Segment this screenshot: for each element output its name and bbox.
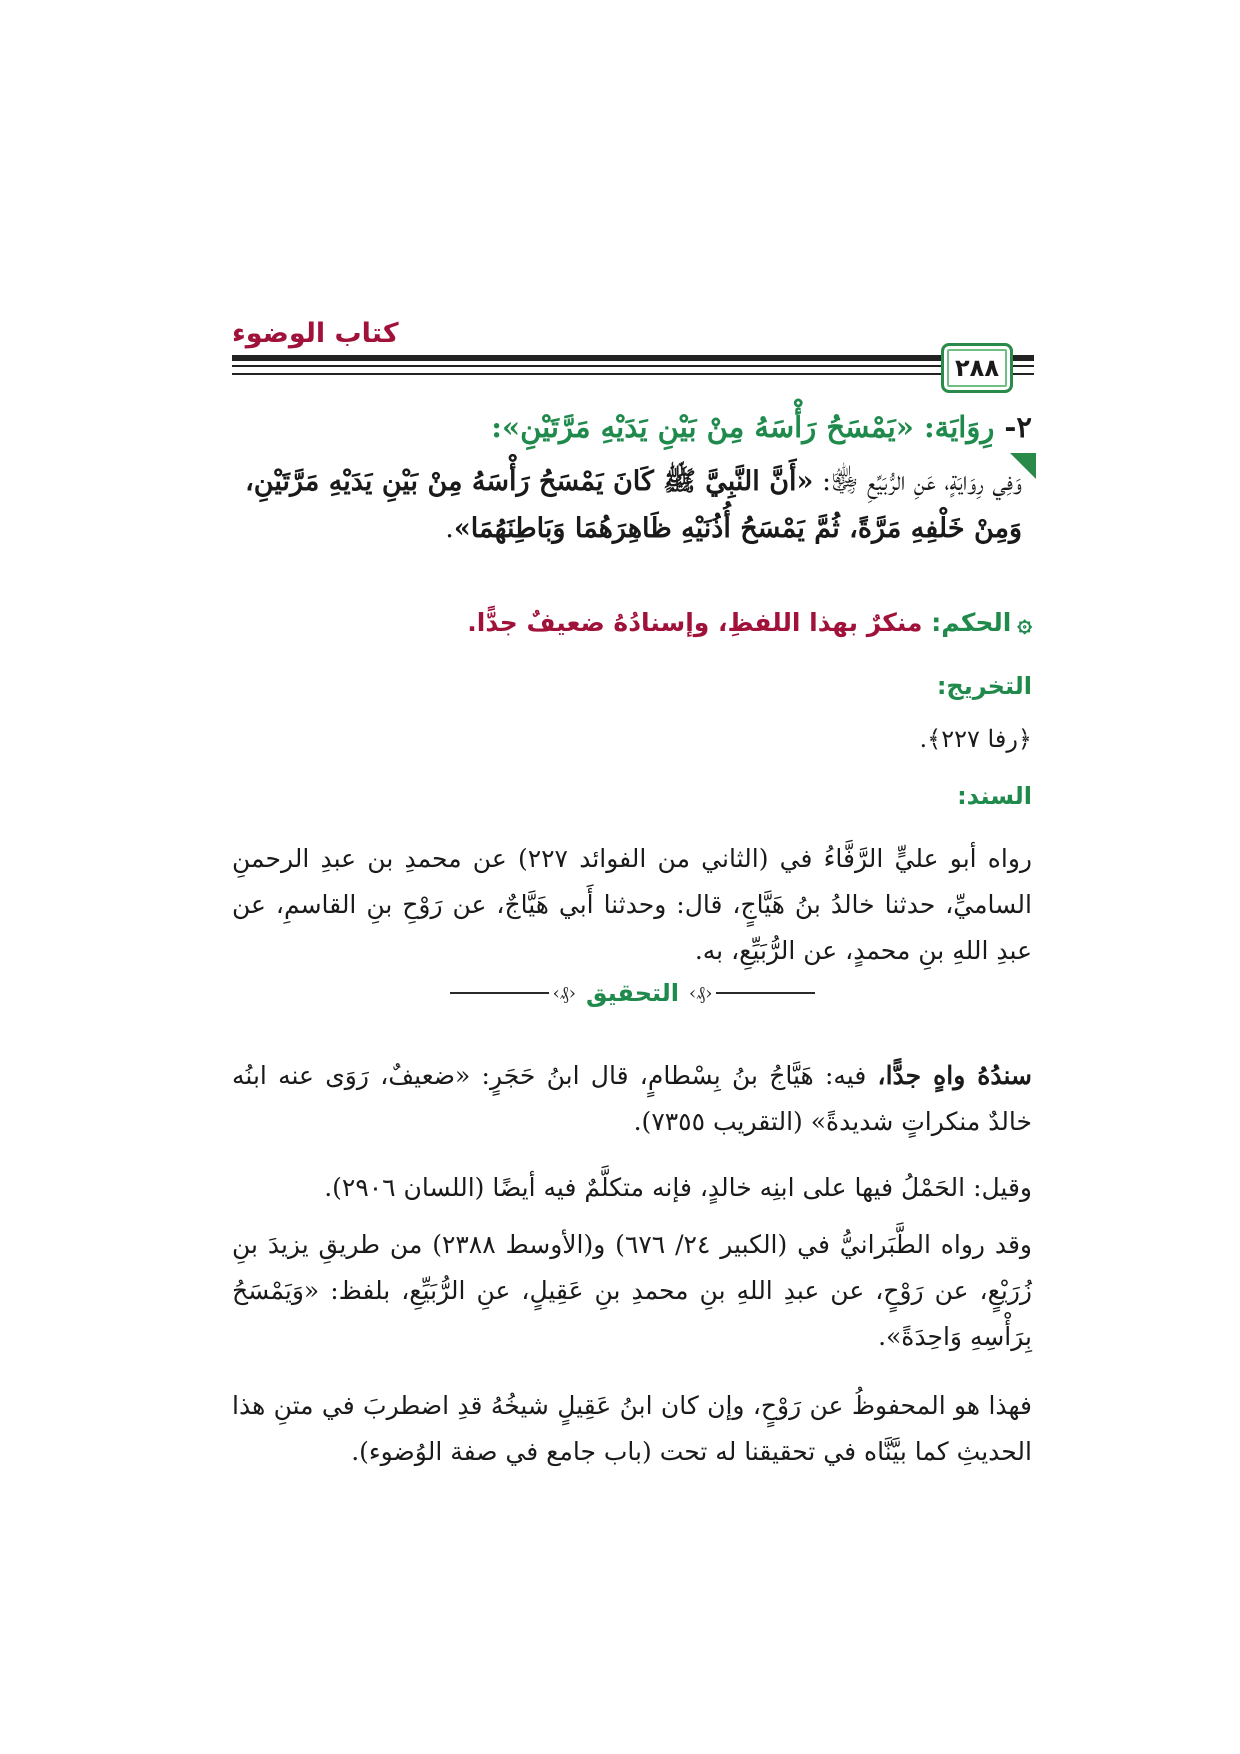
takhrij-heading: التخريج: xyxy=(936,672,1032,700)
takhrij-reference: ﴿رفا ٢٢٧﴾. xyxy=(919,725,1032,753)
tahqiq-paragraph-1 xyxy=(232,1053,1032,1145)
section-number: ٢- xyxy=(1004,410,1032,444)
tahqiq-divider xyxy=(450,978,815,1008)
tahqiq-heading: التحقيق xyxy=(585,979,680,1007)
tahqiq-p1-rest: فيه: هَيَّاجُ بنُ بِسْطامٍ، قال ابنُ حَجَرٍ: «ضعيفٌ، رَوَى عنه ابنُه خالدٌ منكراتٍ شديدةً» (التقريب ٧٣٥٥). xyxy=(232,1061,1032,1136)
header-rule-thin xyxy=(232,365,1034,367)
header-rule-thick xyxy=(232,355,1034,361)
sanad-paragraph: رواه أبو عليٍّ الرَّفَّاءُ في (الثاني من الفوائد ٢٢٧) عن محمدِ بن عبدِ الرحمنِ الساميِّ، حدثنا خالدُ بنُ هَيَّاجٍ، قال: وحدثنا أَبي هَيَّاجٌ، عن رَوْحِ بنِ القاسمِ، عن عبدِ اللهِ بنِ محمدٍ، عن الرُّبَيِّعِ، به. xyxy=(232,844,1032,965)
tahqiq-lead: سندُهُ واهٍ جدًّا، xyxy=(877,1061,1032,1090)
divider-line-left xyxy=(450,992,549,994)
seal-icon: ۞ xyxy=(1017,608,1032,637)
hadith-text xyxy=(232,458,1022,552)
ruling-line xyxy=(232,608,1032,637)
section-title: رِوَايَة: «يَمْسَحُ رَأْسَهُ مِنْ بَيْنِ يَدَيْهِ مَرَّتَيْنِ»: xyxy=(491,410,995,444)
divider-line-right xyxy=(716,992,815,994)
header-rule-thin-lower xyxy=(232,373,1034,375)
tahqiq-paragraph-2: وقيل: الحَمْلُ فيها على ابنِه خالدٍ، فإنه متكلَّمٌ فيه أيضًا (اللسان ٢٩٠٦). xyxy=(324,1173,1032,1202)
divider-ornament-left-icon: ‹₰› xyxy=(552,982,576,1004)
sanad-heading: السند: xyxy=(957,782,1032,810)
hadith-intro: وَفِي رِوَايَةٍ، عَنِ الرُّبَيِّعِ ﵂: xyxy=(813,466,1022,497)
tahqiq-paragraph-4: فهذا هو المحفوظُ عن رَوْحٍ، وإن كان ابنُ عَقِيلٍ شيخُهُ قدِ اضطربَ في متنِ هذا الحديثِ كما بيَّنَّاه في تحقيقنا له تحت (باب جامع في صفة الوُضوء). xyxy=(232,1391,1032,1466)
ruling-label: الحكم: xyxy=(931,608,1012,637)
ruling-text: منكرٌ بهذا اللفظِ، وإسنادُهُ ضعيفٌ جدًّا. xyxy=(467,608,932,637)
hadith-end: . xyxy=(445,513,454,544)
page-number-badge xyxy=(941,343,1013,393)
tahqiq-paragraph-3: وقد رواه الطَّبَرانيُّ في (الكبير ٢٤/ ٦٧٦) و(الأوسط ٢٣٨٨) من طريقِ يزيدَ بنِ زُرَيْعٍ، عن رَوْحٍ، عن عبدِ اللهِ بنِ محمدِ بنِ عَقِيلٍ، عنِ الرُّبَيِّعِ، بلفظ: «وَيَمْسَحُ بِرَأْسِهِ وَاحِدَةً». xyxy=(232,1230,1032,1351)
page-number: ٢٨٨ xyxy=(955,354,999,382)
divider-ornament-right-icon: ‹₰› xyxy=(689,982,713,1004)
hadith-quote: «أَنَّ النَّبِيَّ ﷺ كَانَ يَمْسَحُ رَأْسَهُ مِنْ بَيْنِ يَدَيْهِ مَرَّتَيْنِ، وَمِنْ خَلْفِهِ مَرَّةً، ثُمَّ يَمْسَحُ أُذُنَيْهِ ظَاهِرَهُمَا وَبَاطِنَهُمَا» xyxy=(245,466,1022,544)
section-heading xyxy=(232,410,1032,444)
running-header-title: كتاب الوضوء xyxy=(232,318,399,349)
